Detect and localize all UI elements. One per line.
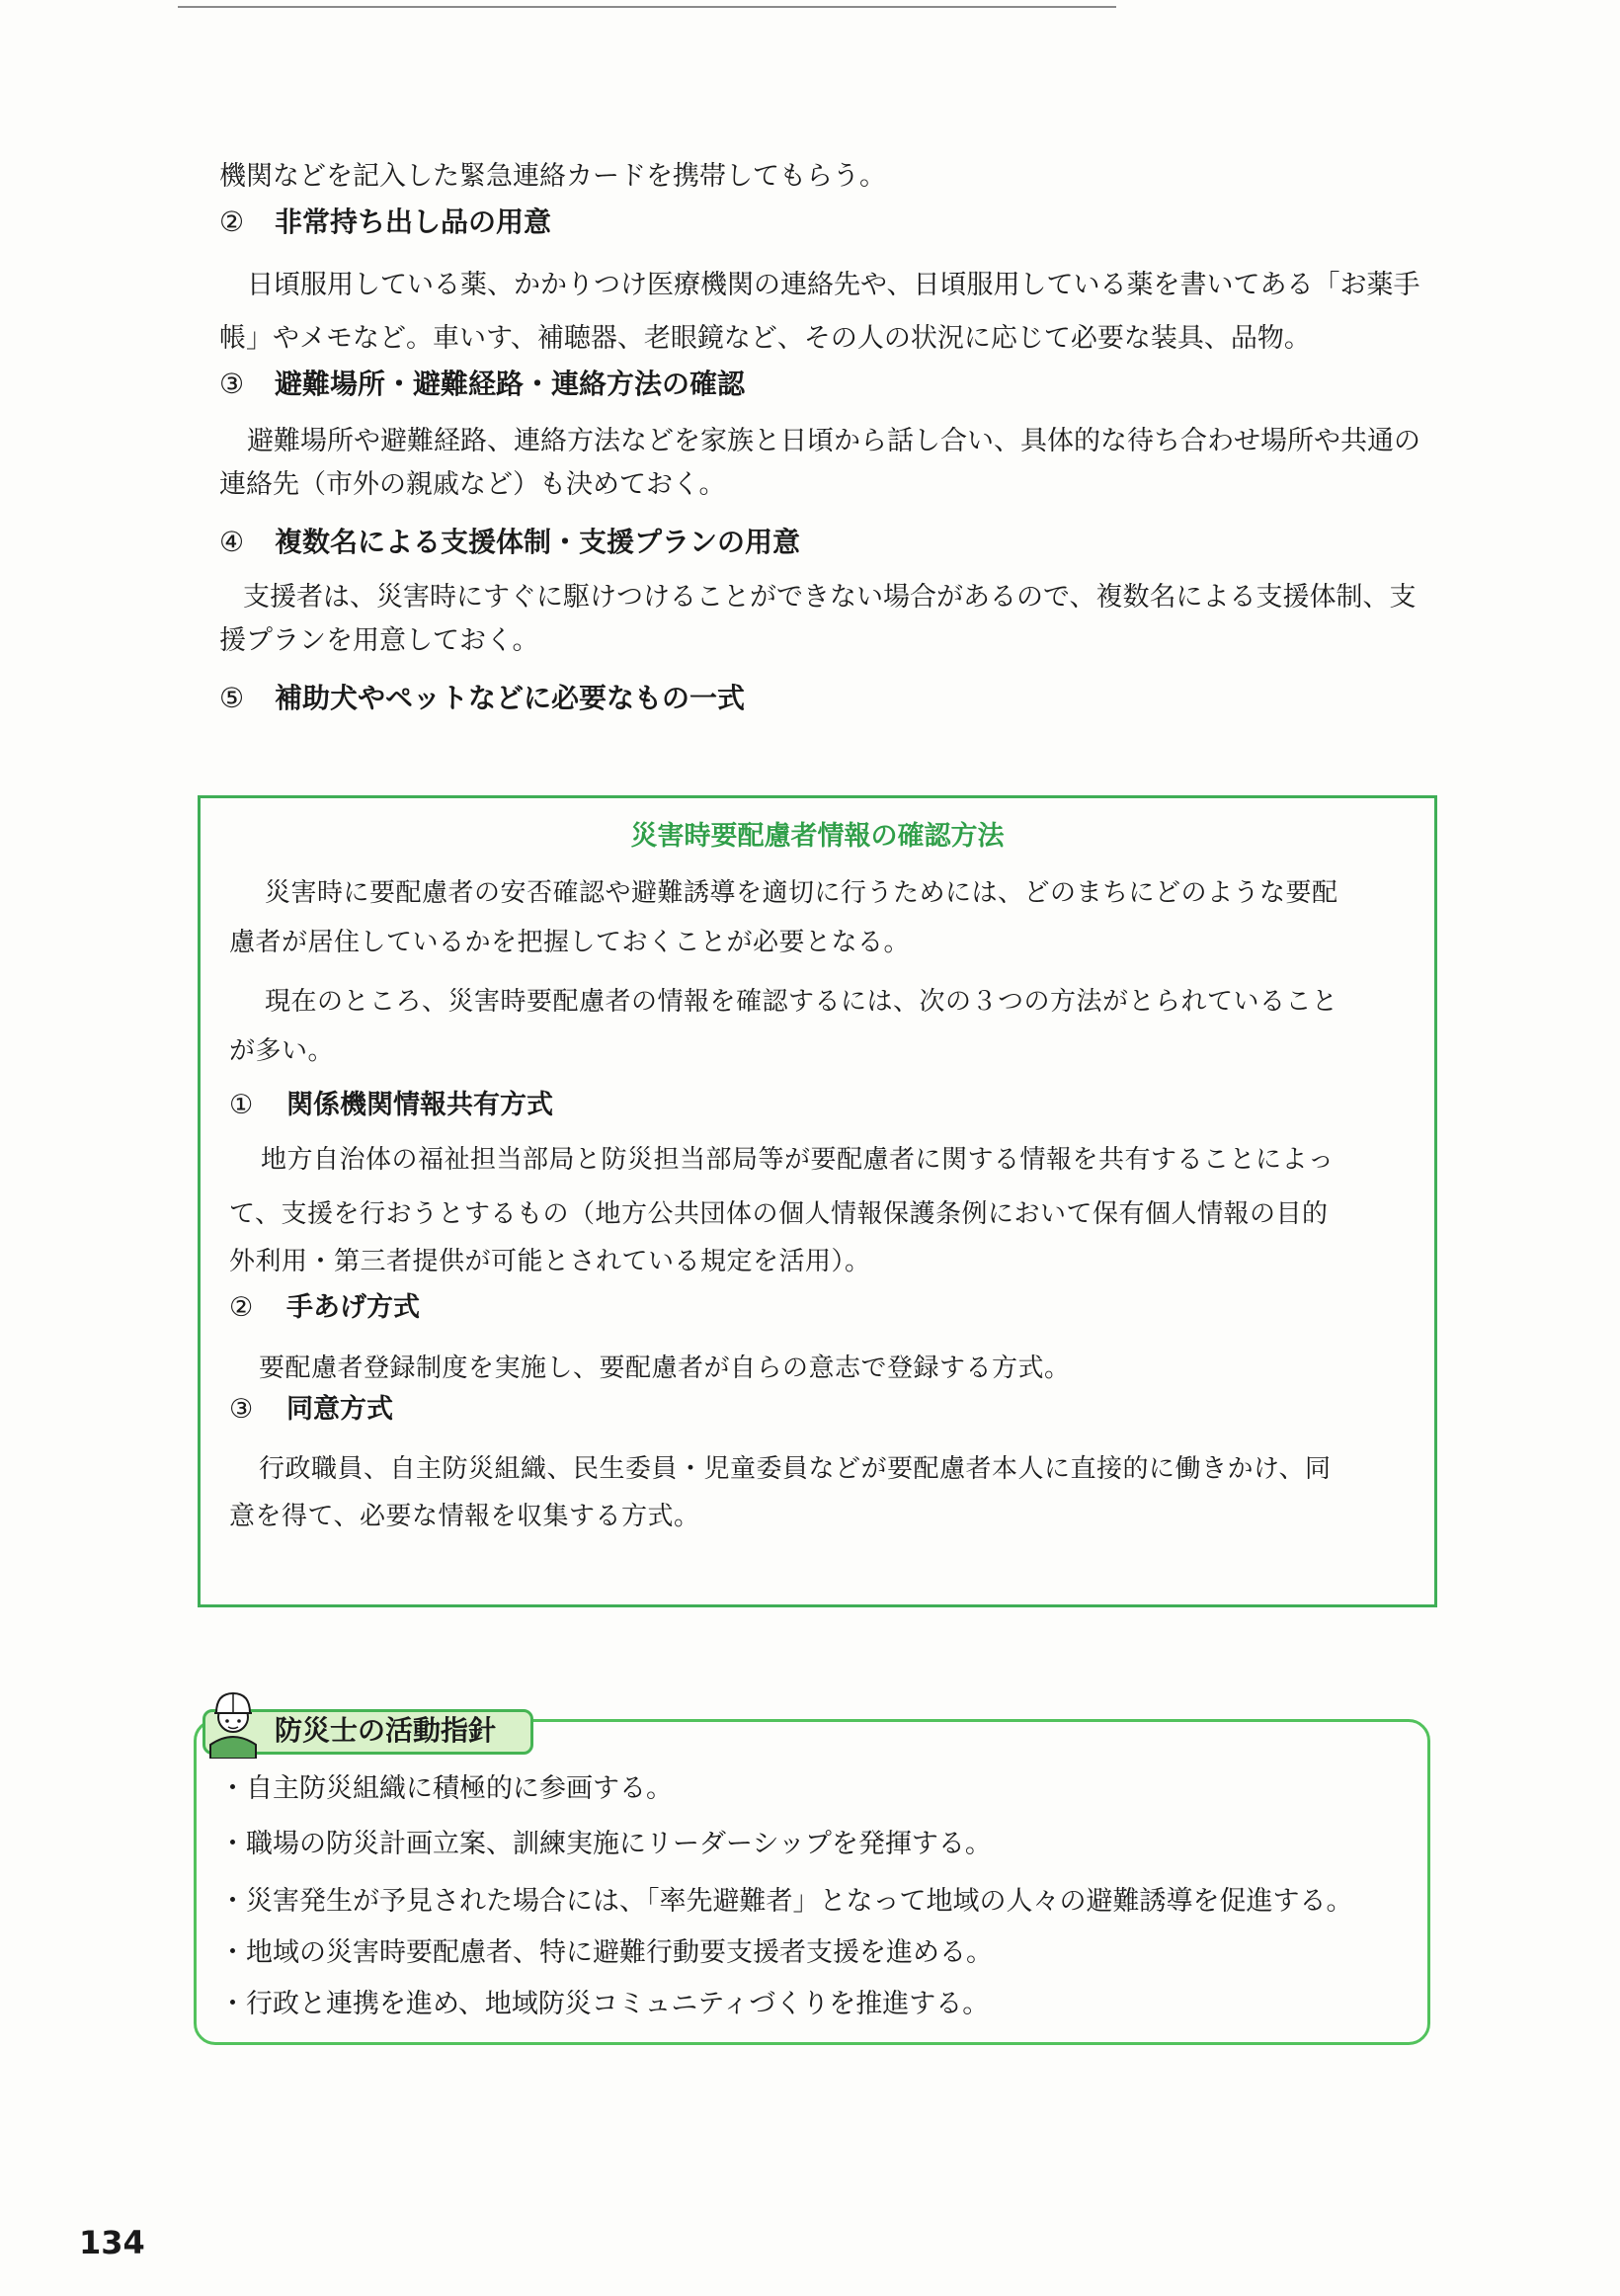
heading-item-2 (219, 204, 551, 241)
info-box-title: 災害時要配慮者情報の確認方法 (630, 821, 1005, 852)
page-number: 134 (79, 2224, 145, 2261)
guideline-title: 防災士の活動指針 (275, 1714, 497, 1747)
item-3-line-2: 連絡先（市外の親戚など）も決めておく。 (219, 469, 726, 500)
heading-text: 複数名による支援体制・支援プランの用意 (275, 526, 801, 558)
item-number: ④ (219, 526, 245, 558)
item-number: ② (219, 205, 245, 238)
method-3-line-2: 意を得て、必要な情報を収集する方式。 (229, 1502, 700, 1531)
intro-line-0: 機関などを記入した緊急連絡カードを携帯してもらう。 (219, 161, 886, 192)
item-2-line-1: 日頃服用している薬、かかりつけ医療機関の連絡先や、日頃服用している薬を書いてある「お薬手 (247, 270, 1420, 300)
item-3-line-1: 避難場所や避難経路、連絡方法などを家族と日頃から話し合い、具体的な待ち合わせ場所や共通の (247, 426, 1420, 456)
heading-item-4 (219, 524, 800, 561)
method-heading-1 (229, 1087, 553, 1124)
guideline-bullet-1: ・自主防災組織に積極的に参画する。 (219, 1773, 673, 1804)
heading-text: 補助犬やペットなどに必要なもの一式 (275, 682, 746, 714)
heading-text: 非常持ち出し品の用意 (275, 205, 552, 238)
item-number: ③ (219, 368, 245, 400)
box1-para1-line2: 慮者が居住しているかを把握しておくことが必要となる。 (229, 928, 911, 957)
method-number: ② (229, 1292, 254, 1323)
method-1-line-3: 外利用・第三者提供が可能とされている規定を活用）。 (229, 1247, 871, 1276)
method-heading-text: 手あげ方式 (286, 1292, 420, 1323)
method-1-line-1: 地方自治体の福祉担当部局と防災担当部局等が要配慮者に関する情報を共有することによっ (261, 1145, 1335, 1175)
guideline-bullet-3: ・災害発生が予見された場合には、「率先避難者」となって地域の人々の避難誘導を促進する。 (219, 1886, 1353, 1917)
guideline-bullet-4: ・地域の災害時要配慮者、特に避難行動要支援者支援を進める。 (219, 1937, 993, 1968)
method-heading-text: 同意方式 (286, 1394, 393, 1425)
method-heading-3 (229, 1391, 393, 1429)
method-number: ③ (229, 1394, 254, 1425)
method-3-line-1: 行政職員、自主防災組織、民生委員・児童委員などが要配慮者本人に直接的に働きかけ、同 (259, 1454, 1332, 1484)
method-heading-text: 関係機関情報共有方式 (286, 1090, 553, 1120)
guideline-bullet-2: ・職場の防災計画立案、訓練実施にリーダーシップを発揮する。 (219, 1829, 992, 1859)
method-heading-2 (229, 1289, 420, 1327)
heading-text: 避難場所・避難経路・連絡方法の確認 (275, 368, 746, 400)
item-4-line-1: 支援者は、災害時にすぐに駆けつけることができない場合があるので、複数名による支援体制、支 (243, 582, 1417, 613)
item-4-line-2: 援プランを用意しておく。 (219, 625, 539, 656)
guideline-bullet-5: ・行政と連携を進め、地域防災コミュニティづくりを推進する。 (219, 1989, 990, 2019)
item-2-line-2: 帳」やメモなど。車いす、補聴器、老眼鏡など、その人の状況に応じて必要な装具、品物。 (219, 323, 1311, 354)
method-2-line-1: 要配慮者登録制度を実施し、要配慮者が自らの意志で登録する方式。 (259, 1353, 1071, 1383)
box1-para1-line1: 災害時に要配慮者の安否確認や避難誘導を適切に行うためには、どのまちにどのような要配 (265, 878, 1338, 908)
method-number: ① (229, 1090, 254, 1120)
top-rule (178, 6, 1116, 8)
box1-para2-line1: 現在のところ、災害時要配慮者の情報を確認するには、次の３つの方法がとられていること (265, 987, 1338, 1017)
heading-item-3 (219, 366, 745, 403)
box1-para2-line2: が多い。 (229, 1036, 335, 1066)
safety-helmet-person-icon (202, 1680, 264, 1759)
method-1-line-2: て、支援を行おうとするもの（地方公共団体の個人情報保護条例において保有個人情報の目的 (229, 1199, 1329, 1229)
heading-item-5 (219, 680, 745, 717)
item-number: ⑤ (219, 682, 245, 714)
